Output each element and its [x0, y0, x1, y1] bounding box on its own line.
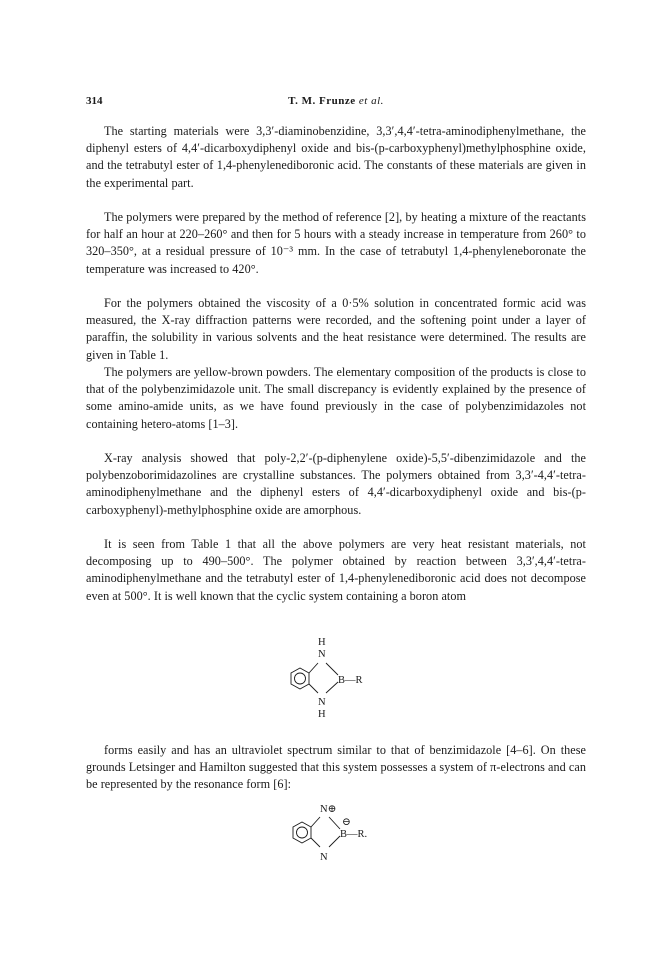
page-number: 314	[86, 95, 103, 107]
paragraph-preparation: The polymers were prepared by the method of reference [2], by heating a mixture of the reactants for half an hour at 220–260° and then for 5 hours with a steady increase in temperature from 260° to 320–350°, at a residual pressure of 10⁻³ mm. In the case of tetrabutyl 1,4-phenyleneboronate the temperature was increased to 420°.	[86, 210, 586, 276]
structure2-bottom-n: N	[320, 852, 328, 863]
paragraph-viscosity: For the polymers obtained the viscosity of a 0·5% solution in concentrated formic acid was measured, the X-ray diffraction patterns were recorded, and the softening point under a layer of paraffin, the solubility in various solvents and the heat resistance were determined. The results are given in Table 1.	[86, 296, 586, 362]
paragraph-starting-materials: The starting materials were 3,3′-diaminobenzidine, 3,3′,4,4′-tetra-aminodiphenylmethane, the diphenyl esters of 4,4′-dicarboxydiphenyl oxide and bis-(p-carboxyphenyl)methylphosphine oxide, and the tetrabutyl ester of 1,4-phenylenediboronic acid. The constants of these materials are given in the experimental part.	[86, 124, 586, 190]
heterocycle-ring	[311, 817, 340, 847]
structure2-top-n-plus: N⊕	[320, 804, 337, 815]
structure1-bottom-n: N	[318, 697, 326, 708]
paragraph-heat-resistance: It is seen from Table 1 that all the above polymers are very heat resistant materials, not decomposing up to 490–500°. The polymer obtained by reaction between 3,3′,4,4′-tetra-aminodiphenylmethane and the tetrabutyl ester of 1,4-phenylenediboronic acid does not decompose even at 500°. It is well known that the cyclic system containing a boron atom	[86, 537, 586, 603]
structure1-top-h: H	[318, 637, 326, 648]
paragraph-xray-analysis: X-ray analysis showed that poly-2,2′-(p-diphenylene oxide)-5,5′-dibenzimidazole and the polybenzoborimidazolines are crystalline substances. The polymers obtained from 3,3′-4,4′-tetra-aminodiphenylmethane and the diphenyl esters of 4,4′-dicarboxydiphenyl oxide and bis-(p-carboxyphenyl)-methylphosphine oxide are amorphous.	[86, 451, 586, 517]
paragraph-ultraviolet-spectrum: forms easily and has an ultraviolet spectrum similar to that of benzimidazole [4–6]. On these grounds Letsinger and Hamilton suggested that this system possesses a system of π-electrons and can be represented by the resonance form [6]:	[86, 743, 586, 792]
paragraph-yellow-brown-powders: The polymers are yellow-brown powders. The elementary composition of the products is close to that of the polybenzimidazole unit. The small discrepancy is evidently explained by the presence of some amino-amide units, as we have found previously in the case of polybenzimidazoles not containing hetero-atoms [1–3].	[86, 365, 586, 431]
benzene-ring	[293, 822, 311, 843]
structure1-boron-r: B—R	[338, 675, 363, 686]
structure2-boron-r: B—R.	[340, 829, 368, 840]
running-head-suffix: et al.	[358, 95, 384, 107]
structure2-negative-charge: ⊖	[342, 817, 351, 828]
structure1-top-n: N	[318, 649, 326, 660]
running-head-author: T. M. Frunze	[288, 95, 356, 107]
structure1-bottom-h: H	[318, 709, 326, 720]
